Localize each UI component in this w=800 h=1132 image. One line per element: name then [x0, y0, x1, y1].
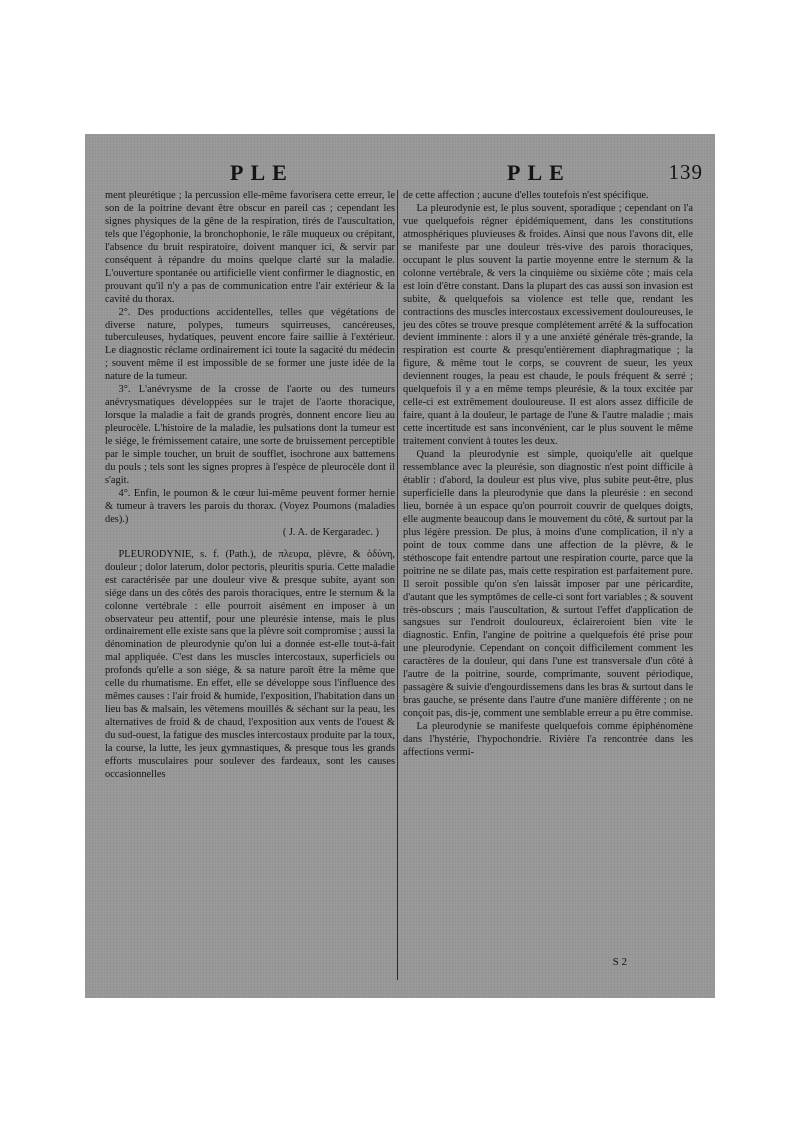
paragraph: 4°. Enfin, le poumon & le cœur lui-même peuvent former hernie & tumeur à travers les parois du thorax. (Voyez Poumons (maladies des).)	[105, 487, 395, 525]
signature-mark: S 2	[612, 956, 627, 968]
paragraph: La pleurodynie se manifeste quelquefois comme épiphénomène dans l'hystérie, l'hypochondrie. Rivière l'a rencontrée dans les affections vermi-	[403, 721, 693, 758]
scanned-page	[85, 134, 715, 998]
paragraph: ment pleurétique ; la percussion elle-même favorisera cette erreur, le son de la poitrine devant être obscur en pareil cas ; cependant les signes physiques de la gêne de la respiration, tirés de l'auscultation, tels que l'égophonie, la bronchophonie, le râle muqueux ou crépitant, l'absence du bruit respiratoire, doivent manquer ici, & servir par conséquent à répandre du moins quelque clarté sur la maladie. L'ouverture spontanée ou artificielle vient confirmer le diagnostic, en prouvant qu'il n'y a pas de communication entre l'air extérieur & la cavité du thorax.	[105, 190, 395, 305]
right-column	[403, 190, 693, 760]
entry-pleurodynie: PLEURODYNIE, s. f. (Path.), de πλευρα, plèvre, & ὀδύνη, douleur ; dolor laterum, dolor pectoris, pleuritis spuria. Cette maladie est caractérisée par une douleur vive & presque subite, ayant son siége dans un des côtés des parois thoraciques, entre le sternum & la colonne vertébrale : elle pourroit aisément en imposer à un observateur peu attentif, pour une pleurésie intense, mais le plus ordinairement elle existe sans que la plèvre soit compromise ; aussi la dénomination de pleurodynie qu'on lui a donnée est-elle tout-à-fait mal appliquée. C'est dans les muscles intercostaux, superficiels ou profonds qu'elle a son siége, & sa nature paroît être la même que celle du rhumatisme. En effet, elle se développe sous l'influence des mêmes causes : l'air froid & humide, l'exposition, l'habitation dans un lieu bas & malsain, les vêtemens mouillés & séchant sur la peau, les alternatives de froid & de chaud, l'exposition aux vents de l'ouest & du sud-ouest, la fatigue des muscles intercostaux produite par la toux, la course, la lutte, les jeux gymnastiques, & presque tous les grands efforts musculaires pour soulever des fardeaux, sont les causes occasionnelles	[105, 548, 395, 780]
paragraph: Quand la pleurodynie est simple, quoiqu'elle ait quelque ressemblance avec la pleurésie, son diagnostic n'est point difficile à établir : d'abord, la douleur est plus vive, plus subite peut-être, plus superficielle dans la pleurodynie que dans la pleurésie : en second lieu, bornée à un espace qu'on pourroit couvrir de quelques doigts, elle augmente beaucoup dans le mouvement du côté, & surtout par la plus légère pression. De plus, à moins d'une complication, il n'y a point de toux comme dans une affection de la plèvre, & le stéthoscope fait entendre partout une respiration courte, parce que la poitrine ne se dilate pas, mais cette respiration est parfaitement pure. Il seroit possible qu'on s'en laissât imposer par une péricardite, d'autant que les symptômes de celle-ci sont fort variables ; & souvent très-obscurs ; mais l'auscultation, & surtout l'effet d'application de sangsues sur l'endroit douloureux, éclaireroient bien vite le diagnostic. Enfin, l'angine de poitrine a quelquefois été prise pour une pleurodynie. Cependant on conçoit difficilement comment les caractères de la douleur, qui dans l'une est transversale d'un côté à l'autre de la poitrine, sourde, comprimante, souvent périodique, passagère & suivie d'engourdissemens dans les bras & surtout dans le bras gauche, se présente dans l'autre d'une manière différente ; on ne conçoit pas, dis-je, comment une semblable erreur a pu être commise.	[403, 449, 693, 720]
paragraph: La pleurodynie est, le plus souvent, sporadique ; cependant on l'a vue quelquefois régner épidémiquement, dans les constitutions atmosphériques pluvieuses & froides. Ainsi que nous l'avons dit, elle se manifeste par une douleur très-vive des parois thoraciques, occupant le plus souvent la partie moyenne entre le sternum & la colonne vertébrale, & vers la cinquième ou sixième côte ; mais cela est loin d'être constant. Dans la plupart des cas aussi son invasion est subite, & quelquefois sa violence est telle que, rendant les contractions des muscles intercostaux excessivement douloureuses, le jeu des côtes se trouve presque complétement arrêté & la suffocation devient imminente : alors il y a une anxiété générale très-grande, la respiration est courte & presqu'entièrement diaphragmatique ; la figure, & même tout le corps, se couvrent de sueur, les yeux deviennent rouges, la peau est chaude, le pouls fréquent & serré ; quelquefois il y a en même temps pleurésie, & la toux excitée par celle-ci est extrêmement douloureuse. Il est alors assez difficile de faire, quant à la douleur, le partage de l'une & l'autre maladie ; mais cette incertitude est sans inconvénient, car le plus souvent le même traitement convient à toutes les deux.	[403, 202, 693, 448]
running-head-left: PLE	[230, 160, 294, 185]
author-signature: ( J. A. de Kergaradec. )	[282, 526, 379, 538]
column-rule	[397, 190, 398, 980]
running-head-right: PLE	[507, 160, 571, 185]
page-number: 139	[668, 160, 703, 184]
paragraph: de cette affection ; aucune d'elles toutefois n'est spécifique.	[403, 190, 649, 201]
left-column	[105, 190, 395, 782]
paragraph: 3°. L'anévrysme de la crosse de l'aorte ou des tumeurs anévrysmatiques développées sur le trajet de l'aorte thoracique, lorsque la maladie a fait de grands progrès, donnent encore lieu au pleurocèle. L'histoire de la maladie, les pulsations dont la tumeur est le siége, le frémissement cataire, une sorte de bruissement perceptible par le simple toucher, un bruit de soufflet, isochrone aux battemens du pouls ; tels sont les signes propres à l'espèce de pleurocèle dont il s'agit.	[105, 384, 395, 486]
paragraph: 2°. Des productions accidentelles, telles que végétations de diverse nature, polypes, tumeurs squirreuses, cancéreuses, tuberculeuses, hydatiques, peuvent encore faire saillie à l'extérieur. Le diagnostic réclame ordinairement ici toute la sagacité du médecin ; souvent même il est impossible de se former une juste idée de la nature de la tumeur.	[105, 306, 395, 383]
